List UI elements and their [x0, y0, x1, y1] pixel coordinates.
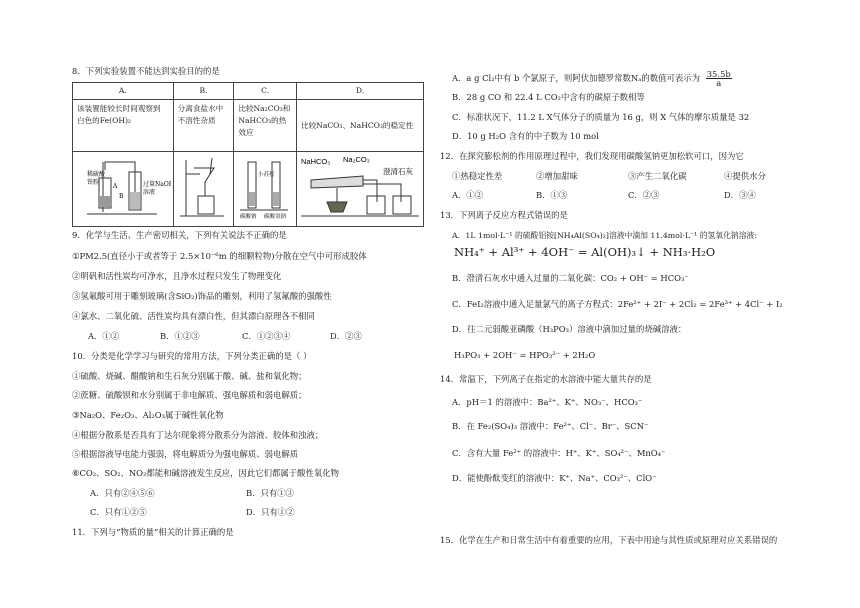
q12-option-c: C．②③: [628, 190, 660, 200]
fig-d-label1: NaHCO₃: [301, 157, 331, 166]
q8-header-a: A.: [73, 83, 174, 100]
q12-stem: 12．在探究膨松剂的作用原理过程中，我们发现用碳酸氢钠更加松软可口，因为它: [440, 151, 744, 161]
q14-option-b: B．在 Fe₂(SO₄)₃ 溶液中：Fe²⁺、Cl⁻、Br⁻、SCN⁻: [452, 421, 649, 431]
q9-option-a: A．①②: [88, 331, 120, 341]
q14-option-d: D．能使酚酞变红的溶液中：K⁺、Na⁺、CO₃²⁻、ClO⁻: [452, 473, 657, 483]
q12-option-d: D．③④: [724, 190, 756, 200]
q11-fraction: [706, 70, 732, 87]
q14-stem: 14．常温下，下列离子在指定的水溶液中能大量共存的是: [440, 374, 652, 384]
filtration-diagram: [174, 152, 232, 222]
q12-item-3: ③产生二氧化碳: [628, 171, 687, 181]
q8-stem: 8．下列实验装置不能达到实验目的的是: [72, 66, 220, 76]
thermal-effect-diagram: [234, 152, 294, 222]
q11-option-b: B．28 g CO 和 22.4 L CO₂中含有的碳原子数相等: [452, 92, 645, 102]
q8-figure-d-cell: [297, 152, 424, 227]
q14-option-a: A．pH＝1 的溶液中：Ba²⁺、K⁺、NO₃⁻、HCO₃⁻: [452, 397, 643, 407]
q10-item-1: ①硫酸、烧碱、醋酸钠和生石灰分别属于酸、碱、盐和氧化物；: [72, 371, 307, 381]
q9-option-b: B．①②③: [160, 331, 200, 341]
q13-stem: 13．下列离子反应方程式错误的是: [440, 210, 568, 220]
q9-item-4: ④氯水、二氧化硫、活性炭均具有漂白性，但其漂白原理各不相同: [72, 311, 315, 321]
q10-stem: 10．分类是化学学习与研究的常用方法，下列分类正确的是（ ）: [72, 351, 312, 361]
q8-cell-c: [234, 100, 297, 152]
fig-c-label1: 小苏打: [258, 172, 275, 178]
q8-cell-a: [73, 100, 174, 152]
q8-cell-a-line1: 该装置能较长时间观察到: [77, 104, 161, 113]
fig-d-label3: 澄清石灰: [383, 167, 413, 176]
q10-item-5: ⑤根据溶液导电能力强弱，将电解质分为强电解质、弱电解质: [72, 449, 299, 459]
q11-option-a: [452, 70, 732, 87]
q12-option-b: B．①③: [536, 190, 568, 200]
q12-item-2: ②增加甜味: [536, 171, 578, 181]
q13-equation-a: NH₄⁺ + Al³⁺ + 4OH⁻ = Al(OH)₃↓ + NH₃·H₂O: [454, 245, 716, 259]
q9-option-c: C．①②③④: [242, 331, 291, 341]
fig-d-label2: Na₂CO₃: [343, 155, 370, 164]
q8-header-d: D.: [297, 83, 424, 100]
q10-item-6: ⑥CO₂、SO₂、NO₂都能和碱溶液发生反应，因此它们都属于酸性氧化物: [72, 468, 340, 478]
q10-item-3: ③Na₂O、Fe₂O₃、Al₂O₃属于碱性氧化物: [72, 410, 224, 420]
q8-table: [72, 82, 424, 227]
q12-option-a: A．①②: [452, 190, 484, 200]
fig-a-label4: 溶液: [143, 189, 156, 196]
q9-item-3: ③氢氟酸可用于雕刻玻璃(含SiO₂)饰品的雕刻，利用了氢氟酸的强酸性: [72, 291, 332, 301]
q11-option-c: C．标准状况下，11.2 L X气体分子的质量为 16 g，则 X 气体的摩尔质量是 32: [452, 112, 750, 122]
q8-cell-c-line1: 比较Na₂CO₃和: [238, 104, 291, 113]
q13-option-d: D．往二元弱酸亚磷酸（H₃PO₃）溶液中滴加过量的烧碱溶液：: [452, 324, 687, 334]
q8-cell-d: [297, 100, 424, 152]
q8-cell-c-line2: NaHCO₃的热效应: [238, 116, 287, 137]
q14-option-c: C．含有大量 Fe²⁺ 的溶液中：H⁺、K⁺、SO₄²⁻、MnO₄⁻: [452, 448, 666, 458]
q11-stem: 11．下列与“物质的量”相关的计算正确的是: [72, 527, 234, 537]
q13-option-c: C．FeI₂溶液中通入足量氯气的离子方程式：2Fe²⁺ + 2I⁻ + 2Cl₂ = 2Fe³⁺ + 4Cl⁻ + I₂: [452, 299, 783, 309]
q10-item-4: ④根据分散系是否具有丁达尔现象将分散系分为溶液、胶体和浊液；: [72, 430, 324, 440]
q10-option-b: B．只有①③: [246, 488, 295, 498]
q8-header-c: C.: [234, 83, 297, 100]
apparatus-a-diagram: [73, 152, 171, 222]
fig-c-label3: 碳酸氢钠: [264, 214, 287, 220]
fig-a-label6: B: [119, 193, 124, 200]
fig-c-label2: 碳酸钠: [240, 214, 257, 220]
q11-fraction-numerator: 35.5b: [706, 69, 731, 79]
q9-option-d: D．②③: [330, 331, 362, 341]
fig-a-label2: 铁粉: [87, 179, 100, 186]
q8-cell-a-line2: 白色的Fe(OH)₂: [77, 116, 131, 125]
fig-a-label5: A: [113, 183, 118, 190]
q12-item-1: ①热稳定性差: [452, 171, 503, 181]
q13-option-a: A．1L 1mol·L⁻¹ 的硫酸铝铵[NH₄Al(SO₄)₂]溶液中滴加 11.4mol·L⁻¹ 的氢氧化钠溶液:: [452, 231, 757, 240]
q13-equation-d: H₃PO₃ + 2OH⁻ = HPO₃²⁻ + 2H₂O: [454, 350, 596, 360]
q11-option-d: D．10 g H₂O 含有的中子数为 10 mol: [452, 131, 599, 141]
q8-cell-b: [173, 100, 234, 152]
q8-figure-b-cell: [173, 152, 234, 227]
stability-diagram: [297, 152, 423, 222]
q10-option-a: A．只有②④⑤⑥: [90, 488, 155, 498]
q8-cell-b-line1: 分离食盐水中: [177, 104, 224, 113]
q11-fraction-denominator: a: [716, 78, 722, 88]
q8-header-b: B.: [173, 83, 234, 100]
q10-item-2: ②蔗糖、硫酸钡和水分别属于非电解质、强电解质和弱电解质；: [72, 390, 307, 400]
q13-option-b: B．澄清石灰水中通入过量的二氧化碳：CO₂ + OH⁻ = HCO₃⁻: [452, 273, 689, 283]
q9-stem: 9．化学与生活、生产密切相关，下列有关说法不正确的是: [72, 230, 287, 240]
q8-cell-d-line1: 比较NaCO₃、NaHCO₃的稳定性: [301, 120, 414, 130]
q10-option-d: D．只有①②: [246, 507, 295, 517]
q9-item-2: ②明矾和活性炭均可净水，且净水过程只发生了物理变化: [72, 271, 282, 281]
fig-a-label1: 稀硫酸: [87, 171, 106, 178]
q8-cell-b-line2: 不溶性杂质: [177, 116, 216, 125]
q8-figure-a-cell: [73, 152, 174, 227]
q12-item-4: ④提供水分: [724, 171, 766, 181]
q15-stem: 15．化学在生产和日常生活中有着重要的应用，下表中用途与其性质或原理对应关系错误的: [440, 535, 778, 545]
q10-option-c: C．只有①②⑤: [90, 507, 147, 517]
q11-option-a-text: A．a g Cl₂中有 b 个氯原子，则阿伏加德罗常数Nₐ的数值可表示为: [452, 73, 701, 83]
q8-figure-c-cell: [234, 152, 297, 227]
fig-a-label3: 过量NaOH: [143, 181, 171, 188]
q9-item-1: ①PM2.5(直径小于或者等于 2.5×10⁻⁶m 的细颗粒物)分散在空气中可形成胶体: [72, 251, 367, 261]
